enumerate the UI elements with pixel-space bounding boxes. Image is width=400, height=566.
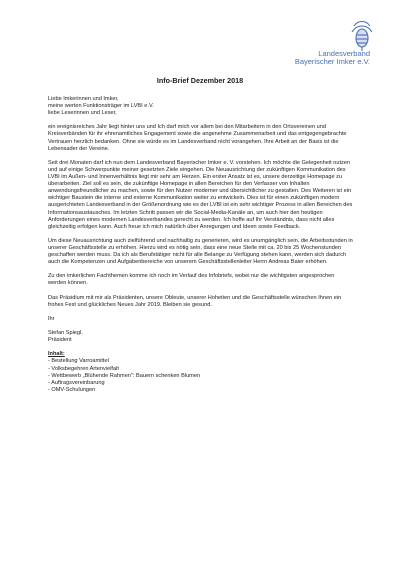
paragraph: Das Präsidium mit mir als Präsidenten, unsere Obleute, unserer Hohetien und die Geschäftsstelle wünschen Ihnen ein frohes Fest und glückliches Neues Jahr 2019. Bleiben sie gesund. xyxy=(48,294,342,308)
logo-line-1: Landesverband xyxy=(318,49,370,58)
toc-item: - Wettbewerb „Blühende Rahmen": Bauern schenken Blumen xyxy=(48,372,201,379)
header-logo xyxy=(236,8,376,70)
toc-item: - OMV-Schulungen xyxy=(48,386,96,393)
signature-role: Präsident xyxy=(48,337,72,344)
salutation-line: Liebe Imkerinnen und Imker, xyxy=(48,96,119,102)
paragraph: ein ereignisreiches Jahr liegt hinter uns und Ich darf mich vor allem bei den Mitarbeitern in den Ortsvereinen und Kreisverbänden für ihr ehrenamtliches Engagement sowie die angenehme Zusammenarbeit und das entgegengebrachte Vertrauen herzlich bedanken. Ohne sie würde es im Landesverband nicht vorangehen. Ihre Arbeit an der Basis ist die Lebensader der Vereine. xyxy=(48,124,347,152)
signature-name: Stefan Spiegl, xyxy=(48,330,83,337)
salutation-line: liebe Leserinnen und Leser, xyxy=(48,110,117,117)
logo-text xyxy=(295,50,370,66)
toc-heading: Inhalt: xyxy=(48,351,65,358)
logo-line-2: Bayerischer Imker e.V. xyxy=(294,57,370,66)
toc-item: - Auftragsvereinbarung xyxy=(48,379,105,386)
paragraph: Seit drei Monaten darf ich nun dem Landesverband Bayerischer Imker e. V. vorstehen. Ich möchte die Gelegenheit nutzen und auf einige Schwerpunkte meiner gesetzten Ziele eingehen. Die Neuausrichtung der zukünftigen Kommunikation des LVBI im Außen- und Innenverhältnis liegt mir sehr am Herzen. Ein erster Ansatz ist es, unsere derzeitige Homepage zu überarbeiten. Ziel soll es sein, die zukünftige Homepage in allen Bereichen für den Verfasser von Inhalten anwendungsfreundlicher zu machen, sowie für den Nutzer moderner und übersichtlicher zu gestalten. Des Weiteren ist ein wichtiger Baustein die interne und externe Kommunikation weiter zu entwickeln. Dies ist für einen zukünftigen modern ausgerichteten Landesverband in der Größenordnung wie es der LVBI ist ein sehr wichtiger Prozess in allen Bereichen des Informationsaustausches. Im letzten Schritt passen wir die Social-Media-Kanäle an, um auch hier den heutigen Anforderungen eines modernen Landesverbandes gerecht zu werden. Ich hoffe auf Ihr Verständnis, dass nicht alles gleichzeitig erfolgen kann. Auch freue ich mich natürlich über Anregungen und Ideen sowie Feedback. xyxy=(48,159,353,230)
toc-item: - Volksbegehren Artenvielfalt xyxy=(48,365,119,372)
paragraph: Um diese Neuausrichtung auch zielführend und nachhaltig zu generieren, wird es unumgänglich sein, die Arbeitsstunden in unserer Geschäftsstelle zu erhöhen. Hierzu wird es nötig sein, dass eine neue Stelle mit ca. 20 bis 25 Wochenstunden geschaffen werden muss. Da ich als Berufstätiger nicht für alle Belange zu Verfügung stehen kann, werden sich dadurch auch die Kompetenzen und Aufgabenbereiche von unserem Geschäftsstellenleiter Herrn Andreas Baier erhöhen. xyxy=(48,237,353,266)
salutation-line: meine werten Funktionsträger im LVBI e.V. xyxy=(48,103,154,110)
table-of-contents xyxy=(48,351,353,394)
document-body xyxy=(48,96,353,394)
paragraph: Zu den imkerlichen Fachthemen komme ich noch im Verlauf des Infobriefs, wobei nur die wichtigsten angesprochen werden können. xyxy=(48,273,335,287)
salutation xyxy=(48,96,353,117)
closing: Ihr xyxy=(48,315,55,322)
signature xyxy=(48,330,353,344)
toc-list xyxy=(48,358,353,393)
bee-logo-icon xyxy=(348,18,376,52)
toc-item: - Bestellung Varroamittel xyxy=(48,358,109,365)
document-title: Info-Brief Dezember 2018 xyxy=(156,76,244,85)
